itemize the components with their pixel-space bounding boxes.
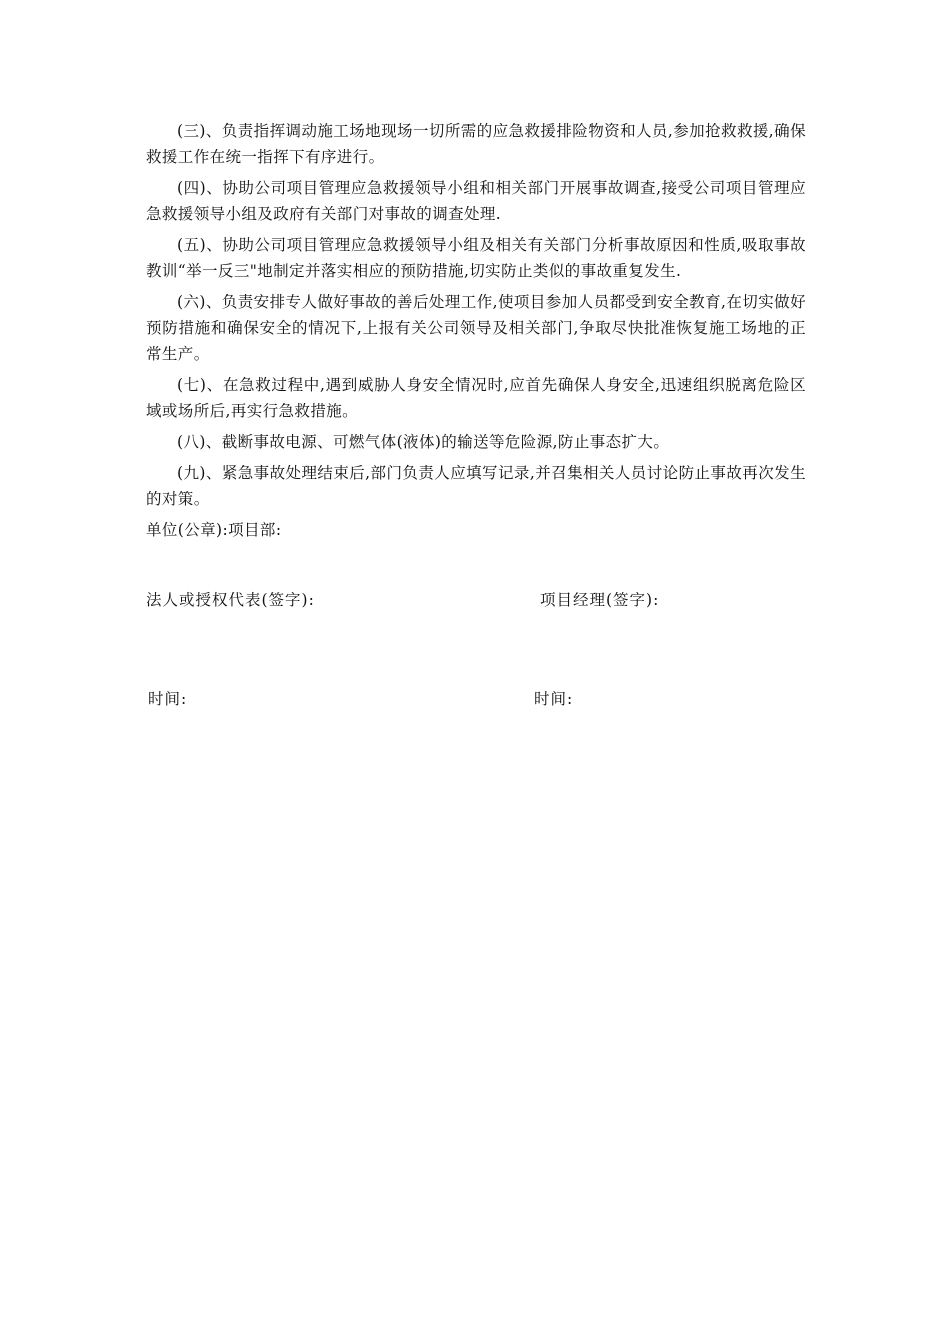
- document-body: [146, 118, 806, 543]
- paragraph-6: (六)、负责安排专人做好事故的善后处理工作,使项目参加人员都受到安全教育,在切实做好预防措施和确保安全的情况下,上报有关公司领导及相关部门,争取尽快批准恢复施工场地的正常生产。: [146, 293, 806, 363]
- paragraph-3: (三)、负责指挥调动施工场地现场一切所需的应急救援排险物资和人员,参加抢救救援,确保救援工作在统一指挥下有序进行。: [146, 122, 806, 166]
- paragraph-5: (五)、协助公司项目管理应急救援领导小组及相关有关部门分析事故原因和性质,吸取事故教训“举一反三"地制定并落实相应的预防措施,切实防止类似的事故重复发生.: [146, 236, 806, 280]
- legal-rep-signature-label: 法人或授权代表(签字):: [146, 591, 315, 609]
- paragraph-9: (九)、紧急事故处理结束后,部门负责人应填写记录,并召集相关人员讨论防止事故再次发生的对策。: [146, 464, 806, 508]
- project-manager-signature-label: 项目经理(签字):: [540, 591, 660, 609]
- paragraph-8: (八)、截断事故电源、可燃气体(液体)的输送等危险源,防止事态扩大。: [177, 433, 670, 451]
- paragraph-4: (四)、协助公司项目管理应急救援领导小组和相关部门开展事故调查,接受公司项目管理应急救援领导小组及政府有关部门对事故的调查处理.: [146, 179, 806, 223]
- unit-seal-line: 单位(公章):项目部:: [146, 521, 282, 539]
- paragraph-7: (七)、在急救过程中,遇到威胁人身安全情况时,应首先确保人身安全,迅速组织脱离危险区域或场所后,再实行急救措施。: [146, 376, 806, 420]
- time-label-right: 时间:: [534, 690, 574, 708]
- time-label-left: 时间:: [148, 690, 188, 708]
